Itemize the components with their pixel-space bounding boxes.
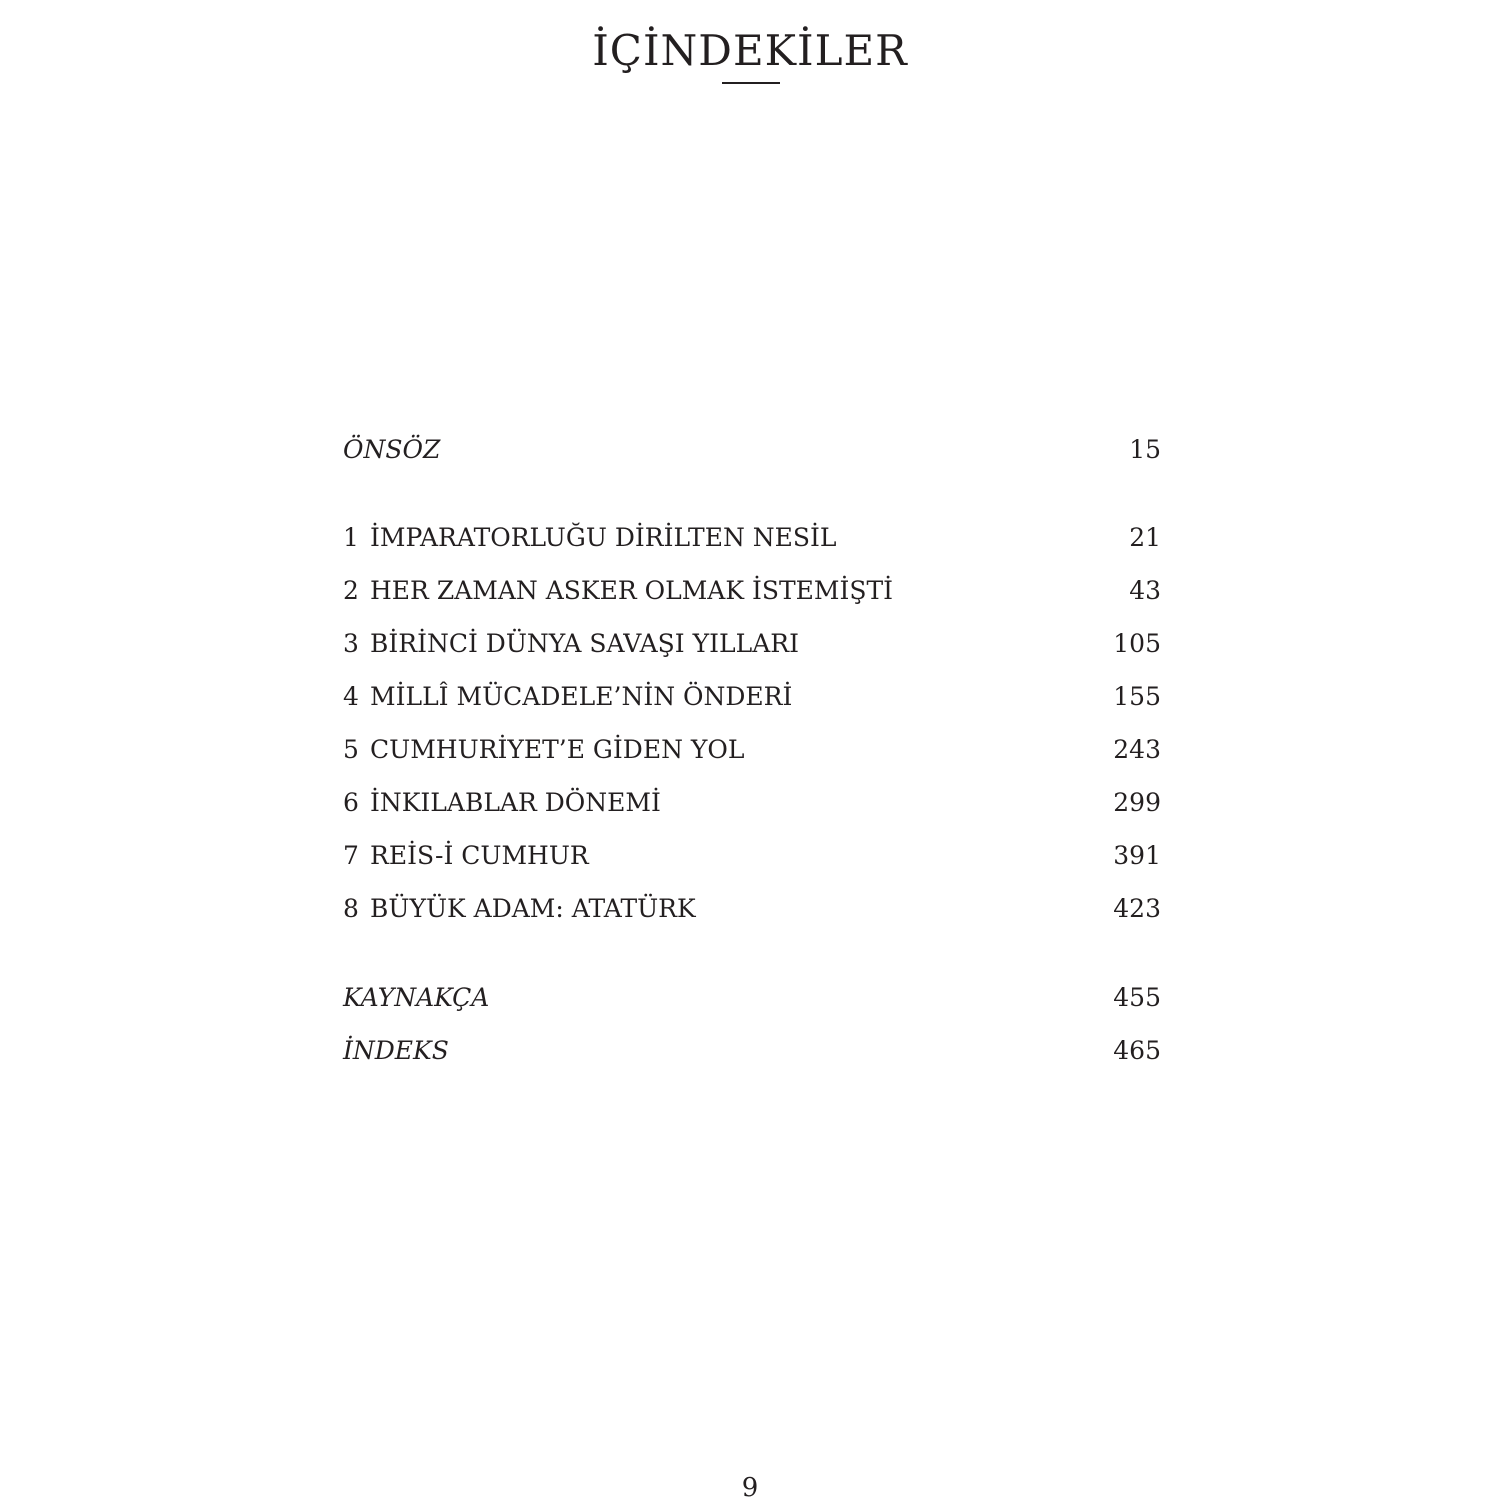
toc-entry-page: 455: [1113, 983, 1161, 1012]
toc-entry-title: CUMHURİYET’E GİDEN YOL: [370, 735, 745, 764]
toc-entry-chapter-6[interactable]: [343, 783, 1161, 823]
toc-entry-chapter-7[interactable]: [343, 836, 1161, 876]
chapter-number: 2: [343, 576, 359, 605]
toc-entry-page: 21: [1129, 523, 1161, 552]
chapter-number: 6: [343, 788, 359, 817]
toc-entry-page: 465: [1113, 1036, 1161, 1065]
toc-entry-bibliography[interactable]: [343, 978, 1161, 1018]
page-number: 9: [741, 1473, 759, 1503]
toc-entry-title: HER ZAMAN ASKER OLMAK İSTEMİŞTİ: [370, 576, 894, 605]
chapter-number: 5: [343, 735, 359, 764]
chapter-number: 7: [343, 841, 359, 870]
title-divider: [722, 82, 780, 84]
toc-entry-page: 391: [1113, 841, 1161, 870]
toc-entry-page: 155: [1113, 682, 1161, 711]
toc-entry-page: 105: [1113, 629, 1161, 658]
toc-entry-title: MİLLÎ MÜCADELE’NİN ÖNDERİ: [370, 682, 793, 711]
toc-entry-page: 43: [1129, 576, 1161, 605]
toc-entry-page: 243: [1113, 735, 1161, 764]
chapter-number: 3: [343, 629, 359, 658]
toc-entry-chapter-4[interactable]: [343, 677, 1161, 717]
page-title: İÇİNDEKİLER: [592, 26, 908, 76]
toc-entry-title: BÜYÜK ADAM: ATATÜRK: [370, 894, 696, 923]
chapter-number: 1: [343, 523, 359, 552]
toc-entry-title: BİRİNCİ DÜNYA SAVAŞI YILLARI: [370, 629, 799, 658]
toc-entry-page: 15: [1129, 435, 1161, 464]
toc-entry-index[interactable]: [343, 1031, 1161, 1071]
toc-entry-chapter-5[interactable]: [343, 730, 1161, 770]
toc-entry-page: 423: [1113, 894, 1161, 923]
toc-entry-page: 299: [1113, 788, 1161, 817]
toc-entry-title: ÖNSÖZ: [343, 435, 441, 464]
toc-entry-title: İNKILABLAR DÖNEMİ: [370, 788, 661, 817]
toc-entry-title: REİS-İ CUMHUR: [370, 841, 589, 870]
chapter-number: 4: [343, 682, 359, 711]
chapter-number: 8: [343, 894, 359, 923]
toc-entry-chapter-8[interactable]: [343, 889, 1161, 929]
toc-entry-preface[interactable]: [343, 430, 1161, 470]
toc-entry-title: KAYNAKÇA: [343, 983, 490, 1012]
toc-entry-title: İMPARATORLUĞU DİRİLTEN NESİL: [370, 523, 837, 552]
toc-entry-title: İNDEKS: [343, 1036, 449, 1065]
toc-entry-chapter-3[interactable]: [343, 624, 1161, 664]
toc-entry-chapter-2[interactable]: [343, 571, 1161, 611]
toc-entry-chapter-1[interactable]: [343, 518, 1161, 558]
